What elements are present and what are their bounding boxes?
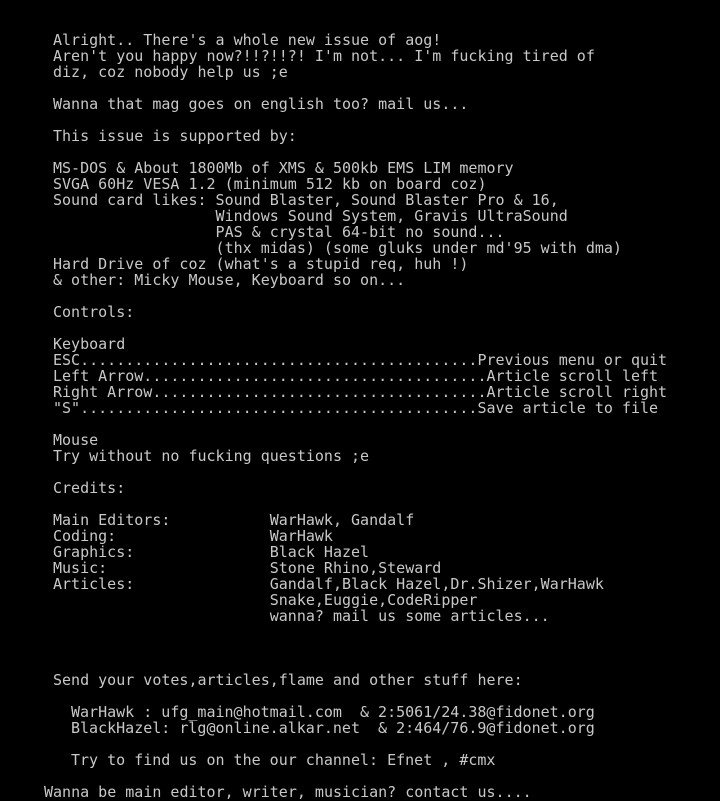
- credits-heading: Credits:: [53, 479, 126, 497]
- credits-line: Main Editors: WarHawk, Gandalf: [53, 511, 415, 529]
- support-line: Windows Sound System, Gravis UltraSound: [53, 207, 568, 225]
- support-heading: This issue is supported by:: [53, 127, 297, 145]
- support-line: PAS & crystal 64-bit no sound...: [53, 223, 505, 241]
- support-line: SVGA 60Hz VESA 1.2 (minimum 512 kb on board coz): [53, 175, 487, 193]
- support-line: (thx midas) (some gluks under md'95 with dma): [53, 239, 622, 257]
- irc-channel-line: Try to find us on the our channel: Efnet , #cmx: [71, 751, 496, 769]
- mouse-heading: Mouse: [53, 431, 99, 449]
- send-stuff-line: Send your votes,articles,flame and other stuff here:: [53, 671, 523, 689]
- credits-line: Coding: WarHawk: [53, 527, 333, 545]
- credits-line: Music: Stone Rhino,Steward: [53, 559, 442, 577]
- intro-line-1: Alright.. There's a whole new issue of aog!: [53, 31, 442, 49]
- join-team-line: Wanna be main editor, writer, musician? contact us....: [44, 783, 532, 801]
- keyboard-heading: Keyboard: [53, 335, 126, 353]
- intro-line-3: diz, coz nobody help us ;e: [53, 63, 288, 81]
- credits-line: Graphics: Black Hazel: [53, 543, 370, 561]
- contact-blackhazel: BlackHazel: rlg@online.alkar.net & 2:464/76.9@fidonet.org: [71, 719, 595, 737]
- credits-line: wanna? mail us some articles...: [53, 607, 550, 625]
- keyboard-save-line: "S"............................................Save article to file: [53, 399, 659, 417]
- mouse-text: Try without no fucking questions ;e: [53, 447, 370, 465]
- support-line: MS-DOS & About 1800Mb of XMS & 500kb EMS LIM memory: [53, 159, 514, 177]
- credits-line: Articles: Gandalf,Black Hazel,Dr.Shizer,WarHawk: [53, 575, 604, 593]
- support-line: & other: Micky Mouse, Keyboard so on...: [53, 271, 406, 289]
- keyboard-esc-line: ESC............................................Previous menu or quit: [53, 351, 668, 369]
- intro-line-2: Aren't you happy now?!!?!!?! I'm not... I'm fucking tired of: [53, 47, 595, 65]
- controls-heading: Controls:: [53, 303, 135, 321]
- support-line: Hard Drive of coz (what's a stupid req, huh !): [53, 255, 469, 273]
- english-edition-line: Wanna that mag goes on english too? mail us...: [53, 95, 469, 113]
- keyboard-left-arrow-line: Left Arrow......................................Article scroll left: [53, 367, 659, 385]
- credits-line: Snake,Euggie,CodeRipper: [53, 591, 478, 609]
- support-line: Sound card likes: Sound Blaster, Sound Blaster Pro & 16,: [53, 191, 559, 209]
- contact-warhawk: WarHawk : ufg_main@hotmail.com & 2:5061/24.38@fidonet.org: [71, 703, 595, 721]
- keyboard-right-arrow-line: Right Arrow.....................................Article scroll right: [53, 383, 668, 401]
